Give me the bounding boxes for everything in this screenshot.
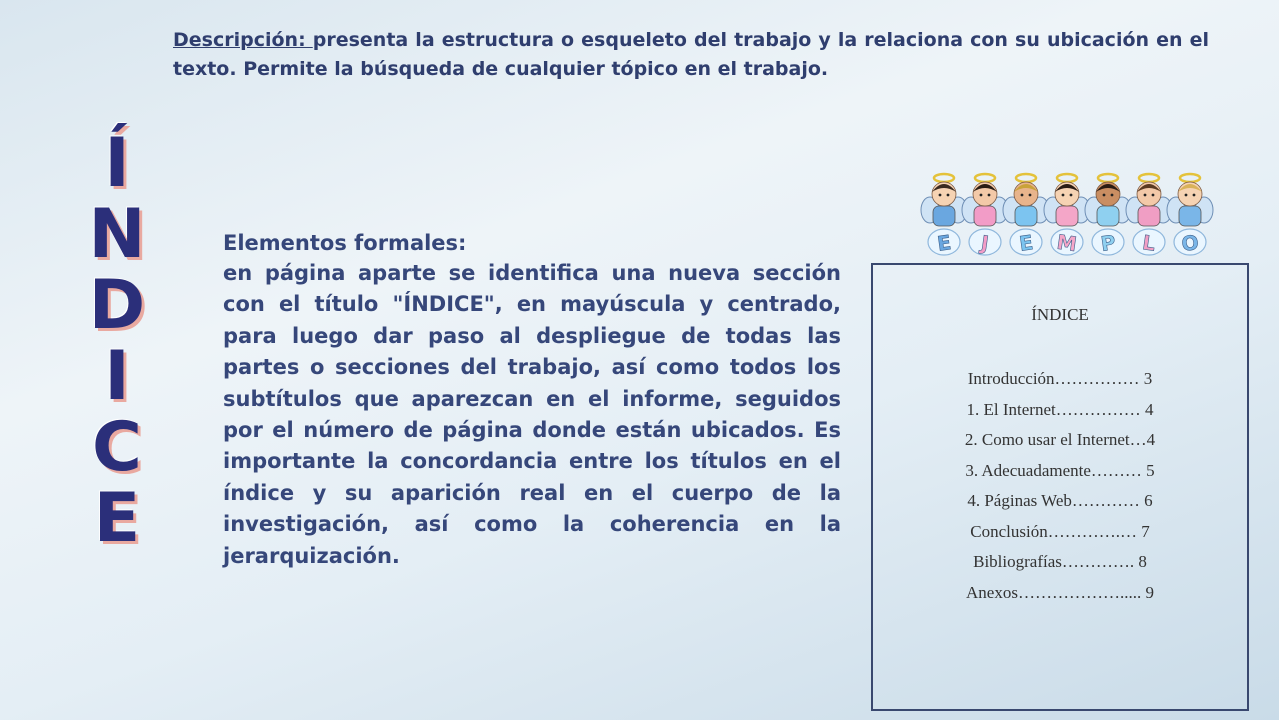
index-entry: Anexos………………..... 9 [966, 582, 1154, 602]
angel-figure [1167, 174, 1213, 226]
ejemplo-letter [1010, 229, 1042, 256]
angel-figure [962, 174, 1008, 226]
formal-elements-text: en página aparte se identifica una nueva sección con el título "ÍNDICE", en mayúscula y centrado, para luego dar paso al despliegue de todas las partes o secciones del trabajo, así como todos los subtítulos que aparezcan en el informe, seguidos por el número de página donde están ubicados. Es importante la concordancia entre los títulos en el índice y su aparición real en el cuerpo de la investigación, así como la coherencia en la jerarquización. [223, 261, 841, 568]
ejemplo-angels-illustration [920, 170, 1220, 260]
ejemplo-letter [969, 229, 1001, 255]
svg-text:O: O [1180, 229, 1201, 257]
indice-vertical-title [58, 124, 178, 558]
angel-figure [921, 174, 967, 226]
title-letter: C [92, 408, 144, 487]
svg-text:J: J [979, 230, 991, 256]
title-letter: E [93, 479, 143, 558]
angel-figure [1003, 174, 1049, 226]
index-entry: Bibliografías…………. 8 [973, 552, 1147, 571]
svg-text:M: M [1055, 229, 1079, 257]
ejemplo-letter [928, 229, 960, 256]
description-body: presenta la estructura o esqueleto del trabajo y la relaciona con su ubicación en el texto. Permite la búsqueda de cualquier tópico en el trabajo. [173, 29, 1209, 80]
title-letter: Í [104, 124, 132, 203]
index-list [873, 364, 1247, 608]
angel-figure [1126, 174, 1172, 226]
title-letter: D [88, 266, 148, 345]
title-letter: I [104, 337, 132, 416]
index-entry: 2. Como usar el Internet…4 [964, 430, 1156, 449]
ejemplo-letter [1174, 229, 1206, 256]
angel-figure [1044, 174, 1090, 226]
description-text [173, 26, 1209, 84]
index-entry: 4. Páginas Web………… 6 [967, 491, 1153, 510]
ejemplo-letter [1051, 229, 1083, 256]
index-entry: Introducción…………… 3 [967, 369, 1153, 388]
index-title: ÍNDICE [1031, 305, 1089, 324]
svg-text:P: P [1099, 230, 1118, 256]
angel-figure [1085, 174, 1131, 226]
title-letter: N [88, 195, 148, 274]
index-entry: 3. Adecuadamente……… 5 [965, 460, 1155, 480]
svg-text:E: E [935, 230, 953, 256]
ejemplo-letter [1092, 229, 1124, 256]
index-example-box [871, 263, 1249, 711]
index-entry: 1. El Internet…………… 4 [966, 399, 1154, 419]
index-entry: Conclusión………….… 7 [970, 521, 1150, 541]
formal-elements-block [223, 228, 841, 572]
formal-elements-heading: Elementos formales: [223, 231, 467, 255]
svg-text:L: L [1140, 230, 1157, 256]
svg-text:E: E [1017, 230, 1035, 256]
ejemplo-letter [1133, 229, 1165, 256]
description-label: Descripción: [173, 29, 313, 51]
